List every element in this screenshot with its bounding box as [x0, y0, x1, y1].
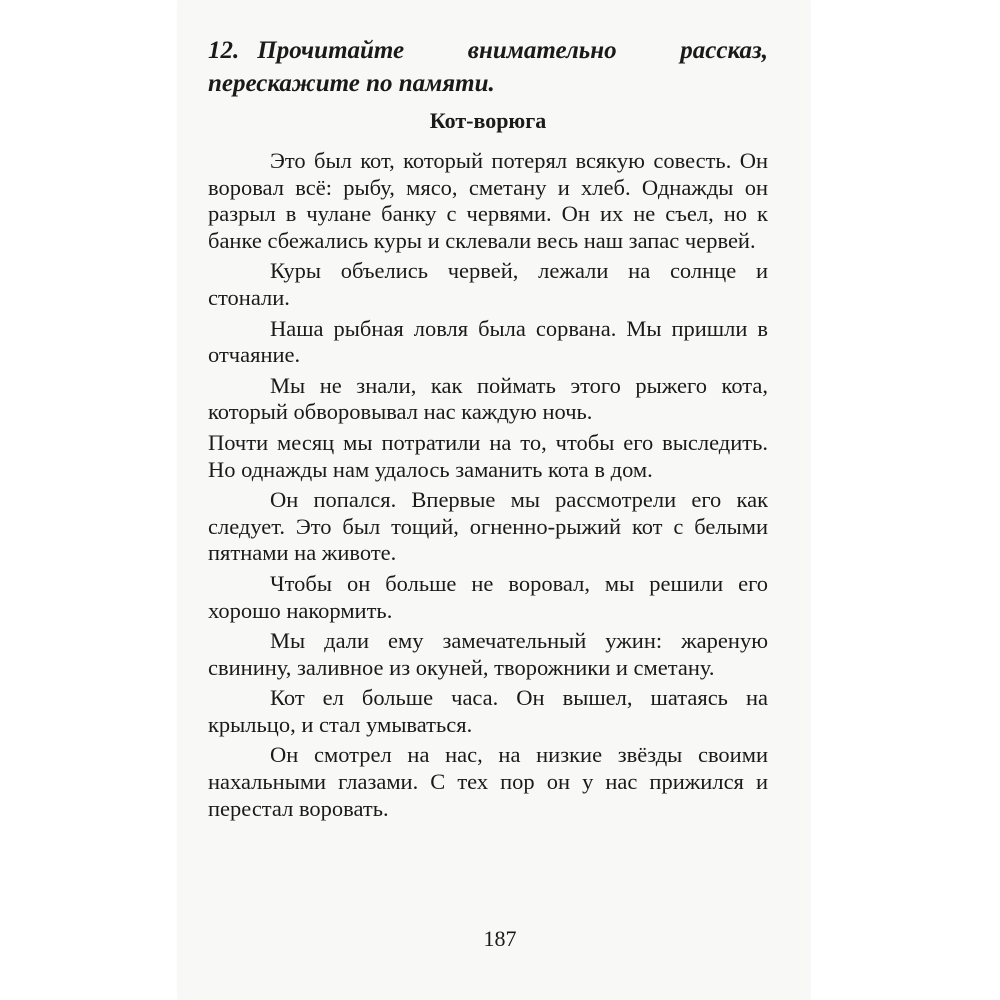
- story-paragraph: Он смотрел на нас, на низкие звёзды своими нахальными глазами. С тех пор он у нас прижился и перестал воровать.: [208, 742, 768, 821]
- story-paragraph: Наша рыбная ловля была сорвана. Мы пришли в отчаяние.: [208, 315, 768, 368]
- story-body: [208, 148, 768, 822]
- story-paragraph: Кот ел больше часа. Он вышел, шатаясь на крыльцо, и стал умываться.: [208, 685, 768, 737]
- story-title: Кот-ворюга: [429, 108, 547, 133]
- task-number: 12.: [208, 37, 240, 64]
- story-paragraph: Чтобы он больше не воровал, мы решили его хорошо накормить.: [208, 570, 768, 623]
- story-paragraph: Мы не знали, как поймать этого рыжего кота, который обворовывал нас каждую ночь.: [208, 372, 768, 425]
- story-paragraph: Мы дали ему замечательный ужин: жареную свинину, заливное из окуней, творожники и сметану.: [208, 628, 768, 680]
- page-content: [208, 34, 768, 826]
- page-number: 187: [483, 926, 517, 951]
- task-text: Прочитайте внимательно рассказ, перескажите по памяти.: [208, 37, 768, 97]
- task-heading: [208, 34, 768, 100]
- story-paragraph: Куры объелись червей, лежали на солнце и стонали.: [208, 258, 768, 310]
- story-paragraph: Это был кот, который потерял всякую совесть. Он воровал всё: рыбу, мясо, сметану и хлеб. Однажды он разрыл в чулане банку с червями. Он их не съел, но к банке сбежались куры и склевали весь наш запас червей.: [208, 148, 768, 253]
- story-paragraph: Он попался. Впервые мы рассмотрели его как следует. Это был тощий, огненно-рыжий кот с белыми пятнами на животе.: [208, 487, 768, 566]
- story-paragraph: Почти месяц мы потратили на то, чтобы его выследить. Но однажды нам удалось заманить кота в дом.: [208, 429, 768, 482]
